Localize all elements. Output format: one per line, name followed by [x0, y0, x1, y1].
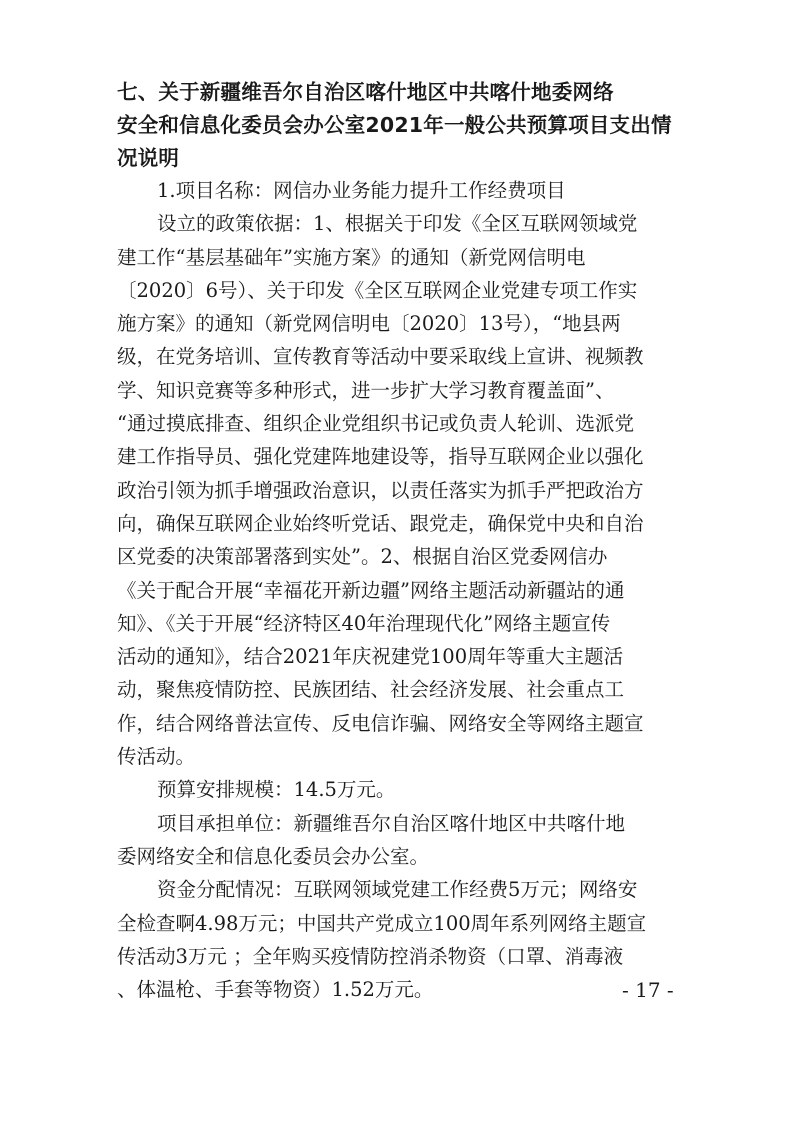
- body-line: 级，在党务培训、宣传教育等活动中要采取线上宣讲、视频教: [117, 345, 644, 369]
- page-number: - 17 -: [622, 978, 674, 1002]
- body-line: 学、知识竞赛等多种形式，进一步扩大学习教育覆盖面”、: [117, 378, 615, 402]
- body-line: 作，结合网络普法宣传、反电信诈骗、网络安全等网络主题宣: [117, 711, 644, 735]
- body-line: 知》、《关于开展“经济特区40年治理现代化”网络主题宣传: [117, 611, 611, 635]
- project-name-line: 1.项目名称：网信办业务能力提升工作经费项目: [157, 179, 566, 202]
- body-line: 、体温枪、手套等物资）1.52万元。: [117, 978, 434, 1002]
- heading-line: 况说明: [117, 146, 180, 170]
- section-heading: [117, 76, 687, 175]
- body-line: “通过摸底排查、组织企业党组织书记或负责人轮训、选派党: [117, 412, 634, 436]
- body-line: 传活动。: [117, 745, 196, 769]
- fund-allocation-line: 资金分配情况：互联网领域党建工作经费5万元；网络安: [157, 878, 638, 902]
- body-line: 建工作“基层基础年”实施方案》的通知（新党网信明电: [117, 245, 586, 269]
- body-line: 施方案》的通知（新党网信明电〔2020〕13号），“地县两: [117, 312, 621, 336]
- body-line: 政治引领为抓手增强政治意识，以责任落实为抓手严把政治方: [117, 478, 644, 502]
- body-line: 〔2020〕6号）、关于印发《全区互联网企业党建专项工作实: [117, 278, 638, 302]
- policy-basis-line: 设立的政策依据：1、根据关于印发《全区互联网领域党: [157, 212, 638, 236]
- body-line: 委网络安全和信息化委员会办公室。: [117, 844, 430, 868]
- heading-line: 安全和信息化委员会办公室2021年一般公共预算项目支出情: [117, 113, 672, 137]
- responsible-unit-line: 项目承担单位：新疆维吾尔自治区喀什地区中共喀什地: [157, 811, 626, 835]
- body-line: 活动的通知》，结合2021年庆祝建党100周年等重大主题活: [117, 645, 624, 669]
- body-line: 向，确保互联网企业始终听党话、跟党走，确保党中央和自治: [117, 511, 644, 535]
- body-line: 建工作指导员、强化党建阵地建设等，指导互联网企业以强化: [117, 445, 644, 469]
- budget-scale-line: 预算安排规模：14.5万元。: [157, 778, 396, 802]
- body-line: 动，聚焦疫情防控、民族团结、社会经济发展、社会重点工: [117, 678, 625, 702]
- heading-line: 七、关于新疆维吾尔自治区喀什地区中共喀什地委网络: [117, 80, 614, 104]
- body-line: 传活动3万元 ；全年购买疫情防控消杀物资（口罩、消毒液: [117, 944, 624, 968]
- body-line: 全检查啊4.98万元；中国共产党成立100周年系列网络主题宣: [117, 911, 647, 935]
- body-text: [117, 174, 687, 1006]
- body-line: 区党委的决策部署落到实处”。2、根据自治区党委网信办: [117, 545, 608, 569]
- body-line: 《关于配合开展“幸福花开新边疆”网络主题活动新疆站的通: [117, 578, 625, 602]
